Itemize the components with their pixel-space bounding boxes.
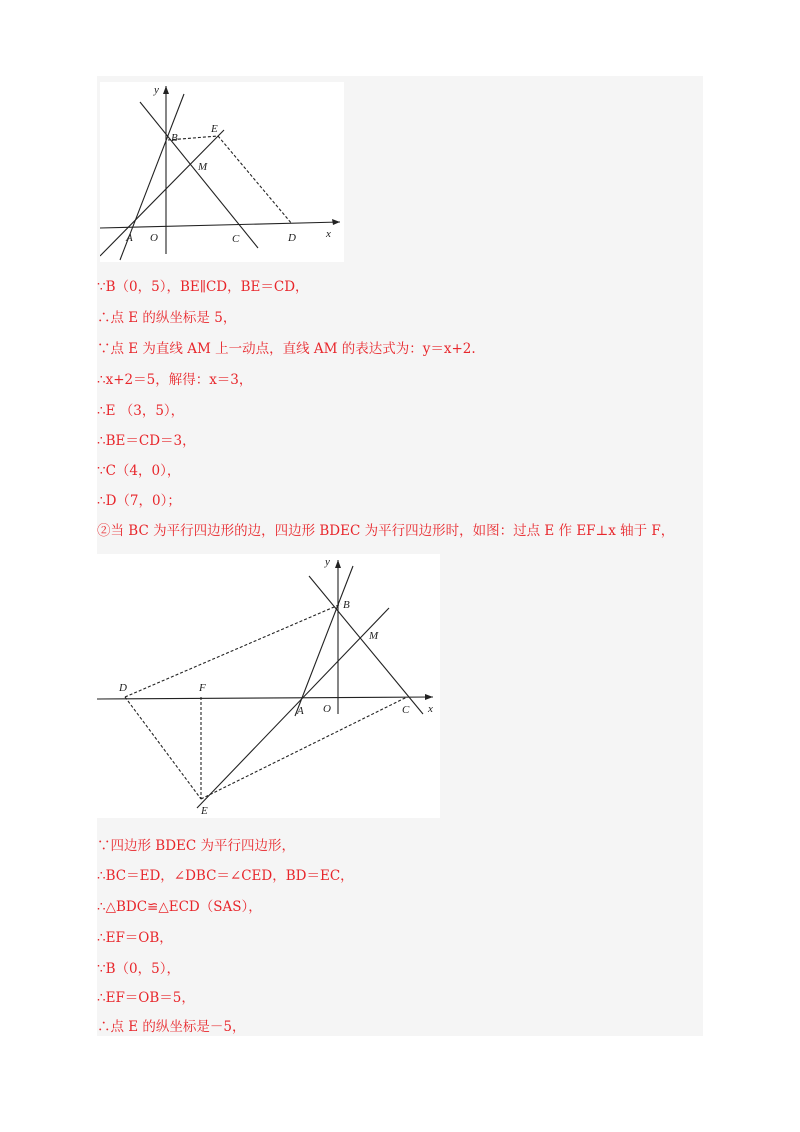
line-ab [295,566,353,716]
text-line-8: ∴D（7，0）； [97,493,181,509]
segment-de [125,697,201,799]
text-line-10: ∵四边形 BDEC 为平行四边形， [97,838,296,854]
segment-ec [201,697,407,799]
figure-2-graph [97,554,440,818]
fig1-label-e: E [211,123,218,135]
text-line-15: ∴EF＝OB＝5， [97,990,195,1006]
fig2-label-f: F [199,682,206,694]
text-line-4: ∴x+2＝5，解得：x＝3， [97,372,253,388]
text-line-7: ∵C（4，0）， [97,463,181,479]
text-line-12: ∴△BDC≌△ECD（SAS）， [97,899,262,915]
fig2-label-y: y [325,556,330,568]
fig1-label-d: D [288,232,296,244]
x-axis [97,697,433,699]
fig1-label-b: B [171,132,178,144]
text-line-2: ∴点 E 的纵坐标是 5， [97,310,237,326]
fig1-label-m: M [198,161,208,173]
figure-2 [97,554,440,818]
x-axis [100,222,340,228]
x-axis-arrow [332,219,340,225]
text-line-9: ②当 BC 为平行四边形的边，四边形 BDEC 为平行四边形时，如图：过点 E 作 EF⊥x 轴于 F， [97,523,675,539]
fig2-label-a: A [297,705,304,717]
fig2-label-o: O [323,703,331,715]
text-line-14: ∵B（0，5）， [97,961,180,977]
fig2-label-m: M [369,630,379,642]
text-line-3: ∵点 E 为直线 AM 上一动点，直线 AM 的表达式为：y＝x+2. [97,341,476,357]
fig2-label-d: D [119,682,127,694]
text-line-1: ∵B（0，5），BE∥CD，BE＝CD， [97,279,309,295]
text-line-13: ∴EF＝OB， [97,930,173,946]
text-line-6: ∴BE＝CD＝3， [97,433,196,449]
line-bc [309,576,423,714]
figure-1 [100,82,344,262]
document-page [97,76,703,1036]
fig2-label-c: C [402,704,410,716]
fig1-label-y: y [154,84,159,96]
y-axis-arrow [163,86,169,94]
line-am [197,608,389,808]
x-axis-arrow [425,694,433,700]
fig2-label-b: B [343,599,350,611]
segment-db [125,604,341,697]
text-line-5: ∴E （3，5）， [97,403,185,419]
fig1-label-a: A [126,232,133,244]
fig2-label-x: x [428,703,433,715]
segment-ed [218,136,292,224]
y-axis-arrow [335,560,341,568]
fig2-label-e: E [201,805,208,817]
text-line-16: ∴点 E 的纵坐标是－5， [97,1019,246,1035]
fig1-label-o: O [150,232,158,244]
figure-1-graph [100,82,344,262]
line-am [100,130,224,256]
text-line-11: ∴BC＝ED，∠DBC＝∠CED，BD＝EC， [97,868,354,884]
fig1-label-c: C [232,233,240,245]
fig1-label-x: x [326,228,331,240]
